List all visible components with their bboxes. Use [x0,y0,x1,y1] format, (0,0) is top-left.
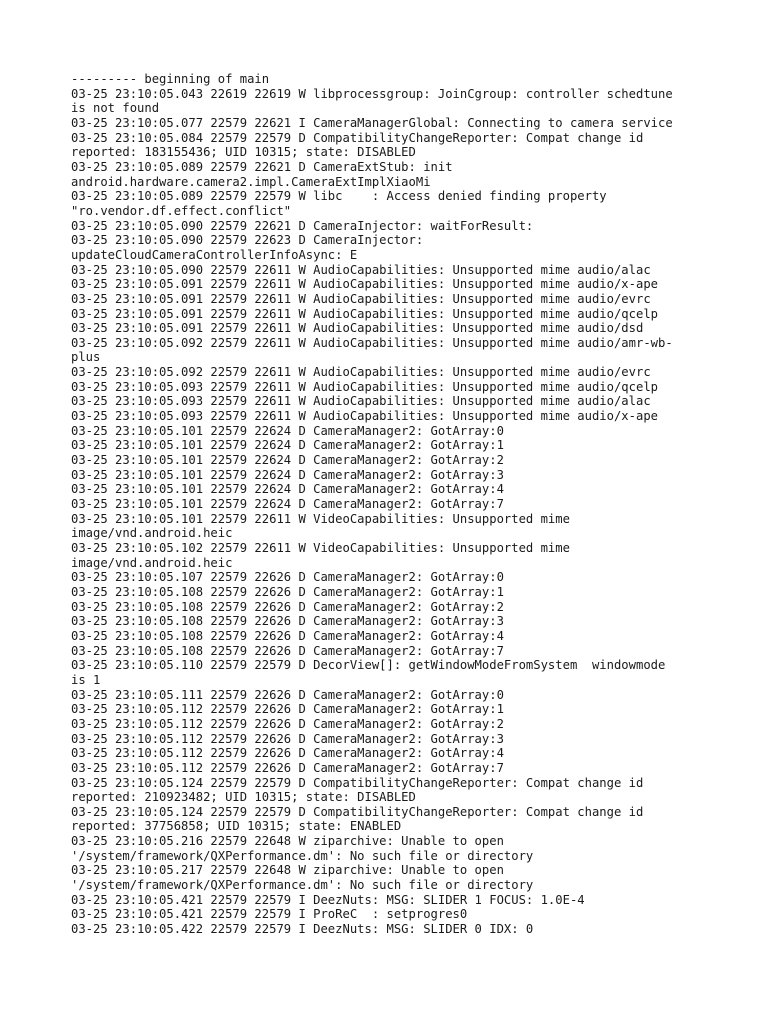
log-line: 03-25 23:10:05.112 22579 22626 D CameraManager2: GotArray:2 [71,716,504,731]
log-line: '/system/framework/QXPerformance.dm': No such file or directory [71,878,534,893]
log-line: 03-25 23:10:05.216 22579 22648 W ziparchive: Unable to open [71,834,504,849]
log-line: updateCloudCameraControllerInfoAsync: E [71,247,358,262]
log-line: 03-25 23:10:05.089 22579 22621 D CameraExtStub: init [71,159,453,174]
log-line: 03-25 23:10:05.093 22579 22611 W AudioCapabilities: Unsupported mime audio/qcelp [71,379,658,394]
log-line: image/vnd.android.heic [71,526,233,541]
log-line: 03-25 23:10:05.102 22579 22611 W VideoCapabilities: Unsupported mime [71,541,570,555]
log-line: reported: 210923482; UID 10315; state: DISABLED [71,790,416,805]
log-output [71,72,701,937]
log-line: plus [71,350,101,365]
log-line: 03-25 23:10:05.101 22579 22624 D CameraManager2: GotArray:3 [71,467,504,482]
log-line: 03-25 23:10:05.107 22579 22626 D CameraManager2: GotArray:0 [71,570,504,585]
log-line: 03-25 23:10:05.101 22579 22624 D CameraManager2: GotArray:0 [71,423,504,438]
log-line: "ro.vendor.df.effect.conflict" [71,203,292,218]
log-line: 03-25 23:10:05.217 22579 22648 W ziparchive: Unable to open [71,863,504,878]
log-line: 03-25 23:10:05.421 22579 22579 I ProReC : setprogres0 [71,907,468,922]
log-line: 03-25 23:10:05.111 22579 22626 D CameraManager2: GotArray:0 [71,687,504,702]
log-line: 03-25 23:10:05.093 22579 22611 W AudioCapabilities: Unsupported mime audio/x-ape [71,409,658,424]
log-line: 03-25 23:10:05.090 22579 22611 W AudioCapabilities: Unsupported mime audio/alac [71,262,651,277]
log-line: 03-25 23:10:05.108 22579 22626 D CameraManager2: GotArray:2 [71,599,504,614]
log-line: '/system/framework/QXPerformance.dm': No such file or directory [71,848,534,863]
log-line: 03-25 23:10:05.101 22579 22624 D CameraManager2: GotArray:7 [71,497,504,512]
log-line: is not found [71,101,160,116]
log-line: 03-25 23:10:05.091 22579 22611 W AudioCapabilities: Unsupported mime audio/x-ape [71,277,658,292]
log-line: 03-25 23:10:05.091 22579 22611 W AudioCapabilities: Unsupported mime audio/evrc [71,291,651,306]
log-line: 03-25 23:10:05.043 22619 22619 W libprocessgroup: JoinCgroup: controller schedtune [71,86,673,101]
log-line: 03-25 23:10:05.091 22579 22611 W AudioCapabilities: Unsupported mime audio/qcelp [71,306,658,321]
log-line: is 1 [71,672,101,687]
log-line: 03-25 23:10:05.110 22579 22579 D DecorView[]: getWindowModeFromSystem windowmode [71,658,666,673]
log-line: 03-25 23:10:05.089 22579 22579 W libc : Access denied finding property [71,189,607,204]
log-line: 03-25 23:10:05.422 22579 22579 I DeezNuts: MSG: SLIDER 0 IDX: 0 [71,922,534,937]
log-line: 03-25 23:10:05.124 22579 22579 D CompatibilityChangeReporter: Compat change id [71,775,644,790]
log-line: reported: 37756858; UID 10315; state: ENABLED [71,819,402,834]
log-line: 03-25 23:10:05.101 22579 22624 D CameraManager2: GotArray:4 [71,482,504,497]
log-line: 03-25 23:10:05.112 22579 22626 D CameraManager2: GotArray:4 [71,746,504,761]
log-line: 03-25 23:10:05.092 22579 22611 W AudioCapabilities: Unsupported mime audio/evrc [71,365,651,380]
log-line: 03-25 23:10:05.090 22579 22623 D CameraInjector: [71,233,424,248]
log-line: 03-25 23:10:05.108 22579 22626 D CameraManager2: GotArray:7 [71,643,504,658]
log-line: 03-25 23:10:05.421 22579 22579 I DeezNuts: MSG: SLIDER 1 FOCUS: 1.0E-4 [71,892,585,907]
log-line: 03-25 23:10:05.090 22579 22621 D CameraInjector: waitForResult: [71,218,534,233]
log-line: 03-25 23:10:05.108 22579 22626 D CameraManager2: GotArray:3 [71,614,504,629]
log-line: 03-25 23:10:05.077 22579 22621 I CameraManagerGlobal: Connecting to camera service [71,115,673,130]
log-line: 03-25 23:10:05.101 22579 22624 D CameraManager2: GotArray:2 [71,453,504,468]
log-line: 03-25 23:10:05.091 22579 22611 W AudioCapabilities: Unsupported mime audio/dsd [71,321,644,336]
log-line: 03-25 23:10:05.108 22579 22626 D CameraManager2: GotArray:1 [71,584,504,599]
log-page [71,72,701,937]
log-line: 03-25 23:10:05.101 22579 22624 D CameraManager2: GotArray:1 [71,438,504,453]
log-line: reported: 183155436; UID 10315; state: DISABLED [71,145,416,160]
log-line: image/vnd.android.heic [71,555,233,570]
log-line: 03-25 23:10:05.112 22579 22626 D CameraManager2: GotArray:3 [71,731,504,746]
log-line: 03-25 23:10:05.084 22579 22579 D CompatibilityChangeReporter: Compat change id [71,130,644,145]
log-line: --------- beginning of main [71,72,270,86]
log-line: 03-25 23:10:05.124 22579 22579 D CompatibilityChangeReporter: Compat change id [71,804,644,819]
log-line: 03-25 23:10:05.108 22579 22626 D CameraManager2: GotArray:4 [71,628,504,643]
log-line: 03-25 23:10:05.093 22579 22611 W AudioCapabilities: Unsupported mime audio/alac [71,394,651,409]
log-line: 03-25 23:10:05.092 22579 22611 W AudioCapabilities: Unsupported mime audio/amr-wb- [71,335,673,350]
log-line: 03-25 23:10:05.101 22579 22611 W VideoCapabilities: Unsupported mime [71,511,570,526]
log-line: 03-25 23:10:05.112 22579 22626 D CameraManager2: GotArray:1 [71,702,504,717]
log-line: android.hardware.camera2.impl.CameraExtImplXiaoMi [71,174,431,189]
log-line: 03-25 23:10:05.112 22579 22626 D CameraManager2: GotArray:7 [71,760,504,775]
